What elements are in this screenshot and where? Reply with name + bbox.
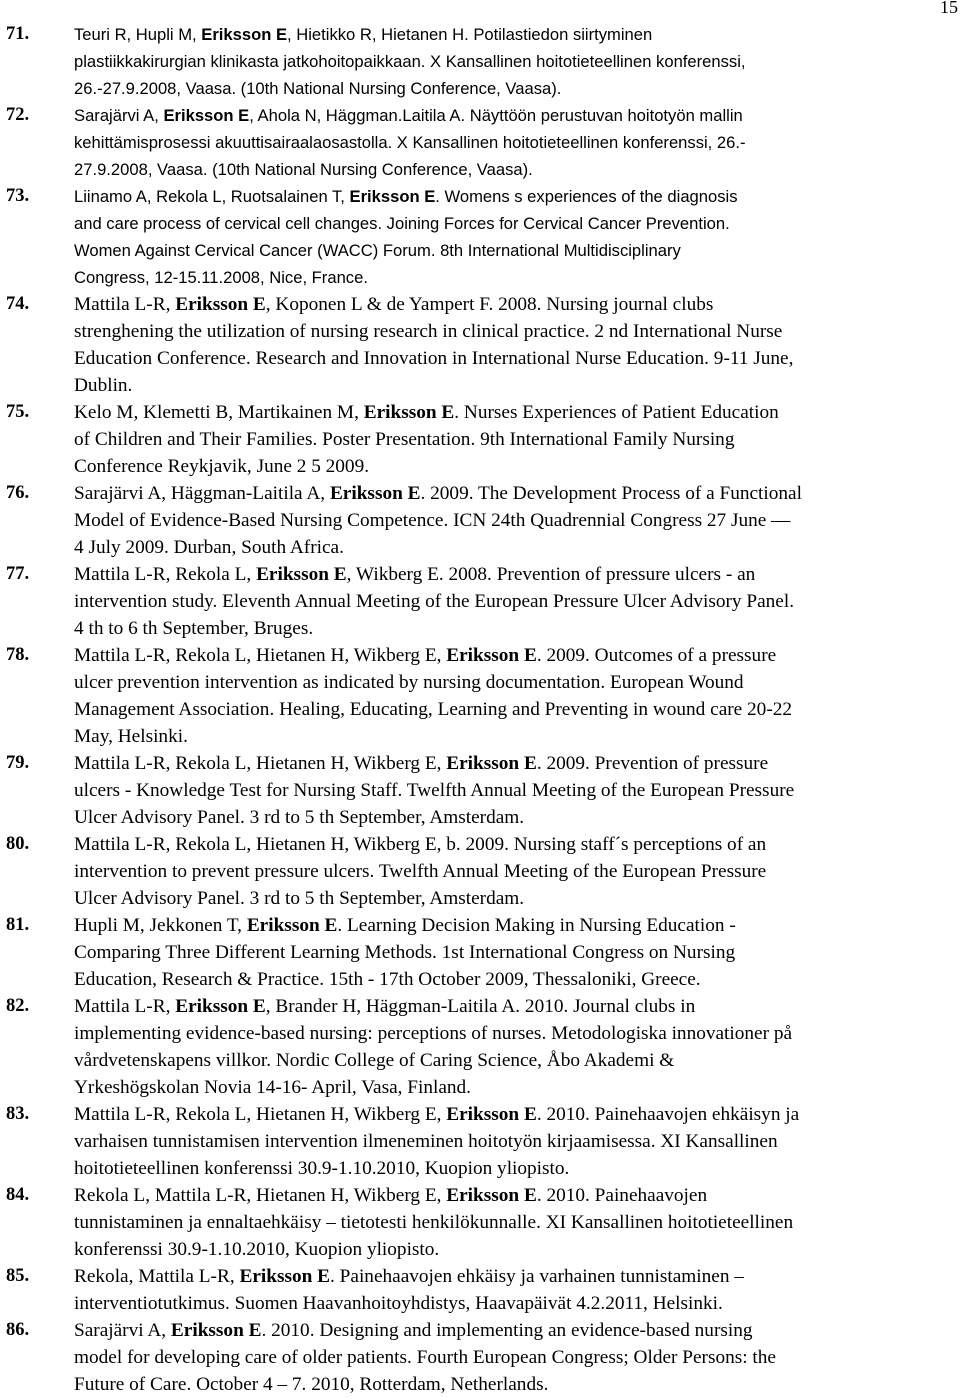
- reference-text-line: [74, 1047, 958, 1074]
- reference-item: [0, 291, 960, 399]
- reference-item: [0, 1263, 960, 1317]
- reference-text-line: [74, 615, 958, 642]
- author-highlight: Eriksson E: [446, 753, 537, 774]
- reference-item: [0, 912, 960, 993]
- reference-text: . 2009. Outcomes of a pressure: [536, 645, 777, 666]
- reference-text-line: [74, 1344, 958, 1371]
- reference-text: 4 July 2009. Durban, South Africa.: [74, 537, 344, 558]
- reference-text: . Nurses Experiences of Patient Education: [454, 402, 779, 423]
- reference-text: Yrkeshögskolan Novia 14-16- April, Vasa, Finland.: [74, 1077, 472, 1098]
- reference-number: 79.: [6, 753, 30, 773]
- reference-text-line: [74, 723, 958, 750]
- reference-number: 74.: [6, 294, 30, 314]
- reference-text: Mattila L-R, Rekola L, Hietanen H, Wikberg E, b. 2009. Nursing staff´s perceptions of an: [74, 834, 767, 855]
- reference-text: Teuri R, Hupli M,: [74, 25, 202, 44]
- reference-text-line: [74, 777, 958, 804]
- author-highlight: Eriksson E: [446, 645, 537, 666]
- reference-text-line: [74, 102, 958, 129]
- reference-item: [0, 1317, 960, 1398]
- reference-text: implementing evidence-based nursing: perceptions of nurses. Metodologiska innovationer på: [74, 1023, 793, 1044]
- reference-number: 72.: [6, 105, 30, 125]
- reference-text-line: [74, 588, 958, 615]
- reference-text-line: [74, 831, 958, 858]
- reference-text-line: [74, 1263, 958, 1290]
- reference-number: 73.: [6, 186, 30, 206]
- reference-text: varhaisen tunnistamisen intervention ilmeneminen hoitotyön kirjaamisessa. XI Kansallinen: [74, 1131, 778, 1152]
- author-highlight: Eriksson E: [446, 1104, 537, 1125]
- reference-text: Management Association. Healing, Educating, Learning and Preventing in wound care 20-22: [74, 699, 793, 720]
- reference-text: . 2009. The Development Process of a Functional: [420, 483, 802, 504]
- author-highlight: Eriksson E: [349, 187, 436, 206]
- reference-text: kehittämisprosessi akuuttisairaalaosastolla. X Kansallinen hoitotieteellinen konferenssi, 26.-: [74, 133, 746, 152]
- author-highlight: Eriksson E: [175, 996, 266, 1017]
- reference-text-line: [74, 129, 958, 156]
- reference-text: . Womens s experiences of the diagnosis: [435, 187, 738, 206]
- reference-text: model for developing care of older patients. Fourth European Congress; Older Persons: the: [74, 1347, 776, 1368]
- reference-text: . 2010. Painehaavojen ehkäisyn ja: [536, 1104, 800, 1125]
- reference-number: 83.: [6, 1104, 30, 1124]
- reference-text: . Painehaavojen ehkäisy ja varhainen tunnistaminen –: [330, 1266, 744, 1287]
- reference-text-line: [74, 399, 958, 426]
- reference-text: Ulcer Advisory Panel. 3 rd to 5 th September, Amsterdam.: [74, 807, 525, 828]
- reference-number: 85.: [6, 1266, 30, 1286]
- reference-text: , Brander H, Häggman-Laitila A. 2010. Journal clubs in: [265, 996, 696, 1017]
- reference-text: Conference Reykjavik, June 2 5 2009.: [74, 456, 370, 477]
- reference-text: plastiikkakirurgian klinikasta jatkohoitopaikkaan. X Kansallinen hoitotieteellinen konferenssi,: [74, 52, 746, 71]
- reference-text: intervention to prevent pressure ulcers. Twelfth Annual Meeting of the European Pressure: [74, 861, 767, 882]
- reference-number: 80.: [6, 834, 30, 854]
- reference-text-line: [74, 561, 958, 588]
- reference-text: intervention study. Eleventh Annual Meeting of the European Pressure Ulcer Advisory Panel.: [74, 591, 795, 612]
- reference-text-line: [74, 183, 958, 210]
- reference-text: tunnistaminen ja ennaltaehkäisy – tietotesti henkilökunnalle. XI Kansallinen hoitotieteellinen: [74, 1212, 794, 1233]
- reference-text: Education Conference. Research and Innovation in International Nurse Education. 9-11 June,: [74, 348, 794, 369]
- reference-text: May, Helsinki.: [74, 726, 188, 747]
- reference-text-line: [74, 993, 958, 1020]
- reference-item: [0, 561, 960, 642]
- reference-text-line: [74, 1020, 958, 1047]
- reference-item: [0, 21, 960, 102]
- author-highlight: Eriksson E: [201, 25, 288, 44]
- reference-text: Sarajärvi A, Häggman-Laitila A,: [74, 483, 330, 504]
- reference-item: [0, 993, 960, 1101]
- reference-text: Mattila L-R, Rekola L, Hietanen H, Wikberg E,: [74, 645, 447, 666]
- reference-text-line: [74, 426, 958, 453]
- reference-text-line: [74, 696, 958, 723]
- reference-text: Dublin.: [74, 375, 133, 396]
- reference-text-line: [74, 21, 958, 48]
- reference-text-line: [74, 669, 958, 696]
- reference-text: and care process of cervical cell changes. Joining Forces for Cervical Cancer Prevention.: [74, 214, 730, 233]
- reference-text: Mattila L-R, Rekola L,: [74, 564, 257, 585]
- reference-text-line: [74, 318, 958, 345]
- author-highlight: Eriksson E: [239, 1266, 331, 1287]
- reference-text-line: [74, 1101, 958, 1128]
- reference-text: Rekola, Mattila L-R,: [74, 1266, 240, 1287]
- reference-text: , Hietikko R, Hietanen H. Potilastiedon siirtyminen: [287, 25, 653, 44]
- reference-text: 4 th to 6 th September, Bruges.: [74, 618, 314, 639]
- reference-text: Ulcer Advisory Panel. 3 rd to 5 th September, Amsterdam.: [74, 888, 525, 909]
- reference-item: [0, 399, 960, 480]
- reference-number: 78.: [6, 645, 30, 665]
- reference-text-line: [74, 885, 958, 912]
- reference-text-line: [74, 804, 958, 831]
- author-highlight: Eriksson E: [170, 1320, 262, 1341]
- reference-text: interventiotutkimus. Suomen Haavanhoitoyhdistys, Haavapäivät 4.2.2011, Helsinki.: [74, 1293, 723, 1314]
- reference-text: Mattila L-R, Rekola L, Hietanen H, Wikberg E,: [74, 1104, 447, 1125]
- reference-text-line: [74, 345, 958, 372]
- reference-text-line: [74, 264, 958, 291]
- reference-text: ulcers - Knowledge Test for Nursing Staff. Twelfth Annual Meeting of the European Pressure: [74, 780, 795, 801]
- reference-text: , Koponen L & de Yampert F. 2008. Nursing journal clubs: [265, 294, 714, 315]
- reference-text-line: [74, 1371, 958, 1398]
- reference-number: 86.: [6, 1320, 30, 1340]
- reference-item: [0, 750, 960, 831]
- reference-text-line: [74, 912, 958, 939]
- reference-text: Women Against Cervical Cancer (WACC) Forum. 8th International Multidisciplinary: [74, 241, 681, 260]
- reference-text-line: [74, 210, 958, 237]
- reference-text-line: [74, 1155, 958, 1182]
- reference-number: 82.: [6, 996, 30, 1016]
- reference-text-line: [74, 1209, 958, 1236]
- reference-text: vårdvetenskapens villkor. Nordic College of Caring Science, Åbo Akademi &: [74, 1050, 675, 1071]
- reference-item: [0, 1182, 960, 1263]
- reference-text: . 2010. Painehaavojen: [536, 1185, 708, 1206]
- reference-text-line: [74, 939, 958, 966]
- reference-item: [0, 102, 960, 183]
- reference-text: Hupli M, Jekkonen T,: [74, 915, 247, 936]
- reference-text-line: [74, 75, 958, 102]
- reference-text: Sarajärvi A,: [74, 1320, 171, 1341]
- reference-text-line: [74, 237, 958, 264]
- reference-text: . 2009. Prevention of pressure: [536, 753, 769, 774]
- reference-text: Education, Research & Practice. 15th - 17th October 2009, Thessaloniki, Greece.: [74, 969, 701, 990]
- reference-text: strenghening the utilization of nursing research in clinical practice. 2 nd International Nurse: [74, 321, 783, 342]
- reference-text: Model of Evidence-Based Nursing Competence. ICN 24th Quadrennial Congress 27 June —: [74, 510, 791, 531]
- reference-text: . 2010. Designing and implementing an evidence-based nursing: [261, 1320, 753, 1341]
- reference-text-line: [74, 1317, 958, 1344]
- reference-text-line: [74, 1074, 958, 1101]
- reference-text-line: [74, 1182, 958, 1209]
- reference-text-line: [74, 453, 958, 480]
- reference-text: Mattila L-R, Rekola L, Hietanen H, Wikberg E,: [74, 753, 447, 774]
- reference-list: [0, 21, 960, 1398]
- reference-text: of Children and Their Families. Poster Presentation. 9th International Family Nursing: [74, 429, 735, 450]
- reference-item: [0, 831, 960, 912]
- reference-text-line: [74, 156, 958, 183]
- reference-text: Rekola L, Mattila L-R, Hietanen H, Wikberg E,: [74, 1185, 447, 1206]
- reference-text-line: [74, 48, 958, 75]
- reference-number: 76.: [6, 483, 30, 503]
- author-highlight: Eriksson E: [363, 402, 455, 423]
- reference-text: Future of Care. October 4 – 7. 2010, Rotterdam, Netherlands.: [74, 1374, 549, 1395]
- reference-number: 71.: [6, 24, 30, 44]
- reference-text: ulcer prevention intervention as indicated by nursing documentation. European Wound: [74, 672, 744, 693]
- reference-text: Comparing Three Different Learning Methods. 1st International Congress on Nursing: [74, 942, 736, 963]
- reference-text: Mattila L-R,: [74, 996, 176, 1017]
- reference-text-line: [74, 750, 958, 777]
- reference-text-line: [74, 1236, 958, 1263]
- reference-text: . Learning Decision Making in Nursing Education -: [337, 915, 736, 936]
- reference-text-line: [74, 966, 958, 993]
- reference-text-line: [74, 1128, 958, 1155]
- reference-text: 27.9.2008, Vaasa. (10th National Nursing Conference, Vaasa).: [74, 160, 533, 179]
- reference-item: [0, 183, 960, 291]
- reference-text-line: [74, 291, 958, 318]
- reference-text-line: [74, 480, 958, 507]
- author-highlight: Eriksson E: [446, 1185, 537, 1206]
- reference-text: Sarajärvi A,: [74, 106, 164, 125]
- reference-text-line: [74, 1290, 958, 1317]
- reference-text: Congress, 12-15.11.2008, Nice, France.: [74, 268, 368, 287]
- reference-text: Mattila L-R,: [74, 294, 176, 315]
- reference-number: 84.: [6, 1185, 30, 1205]
- reference-number: 75.: [6, 402, 30, 422]
- reference-text-line: [74, 507, 958, 534]
- reference-item: [0, 480, 960, 561]
- reference-text: hoitotieteellinen konferenssi 30.9-1.10.2010, Kuopion yliopisto.: [74, 1158, 570, 1179]
- reference-item: [0, 1101, 960, 1182]
- reference-number: 77.: [6, 564, 30, 584]
- reference-text-line: [74, 534, 958, 561]
- reference-text: , Wikberg E. 2008. Prevention of pressure ulcers - an: [346, 564, 756, 585]
- reference-text: 26.-27.9.2008, Vaasa. (10th National Nursing Conference, Vaasa).: [74, 79, 562, 98]
- reference-text: Kelo M, Klemetti B, Martikainen M,: [74, 402, 364, 423]
- author-highlight: Eriksson E: [256, 564, 347, 585]
- author-highlight: Eriksson E: [329, 483, 421, 504]
- reference-text: konferenssi 30.9-1.10.2010, Kuopion yliopisto.: [74, 1239, 440, 1260]
- reference-text-line: [74, 642, 958, 669]
- reference-text-line: [74, 372, 958, 399]
- reference-text: Liinamo A, Rekola L, Ruotsalainen T,: [74, 187, 350, 206]
- reference-item: [0, 642, 960, 750]
- author-highlight: Eriksson E: [246, 915, 338, 936]
- reference-text-line: [74, 858, 958, 885]
- reference-text: , Ahola N, Häggman.Laitila A. Näyttöön perustuvan hoitotyön mallin: [249, 106, 743, 125]
- page-number: 15: [940, 0, 958, 17]
- author-highlight: Eriksson E: [163, 106, 250, 125]
- reference-number: 81.: [6, 915, 30, 935]
- author-highlight: Eriksson E: [175, 294, 266, 315]
